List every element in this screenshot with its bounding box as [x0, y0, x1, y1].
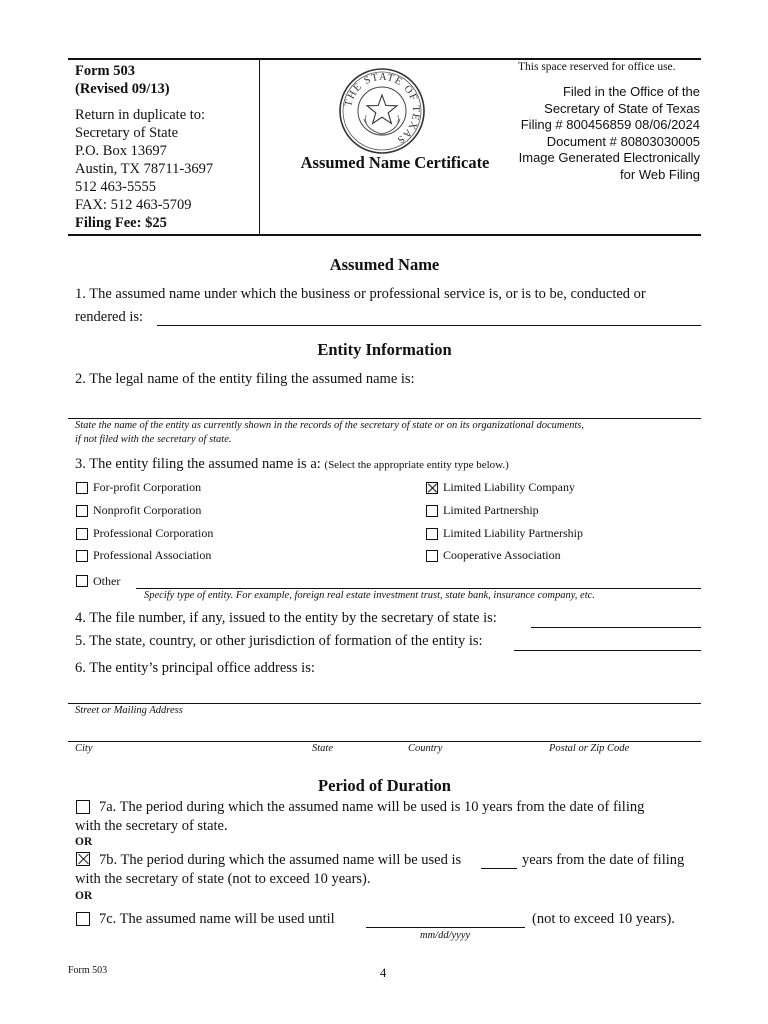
form-info-block	[75, 62, 255, 232]
assumed-name-field[interactable]	[157, 325, 701, 326]
checkbox-professional-association[interactable]	[76, 550, 88, 562]
label-nonprofit-corporation: Nonprofit Corporation	[93, 503, 202, 517]
return-line: Return in duplicate to:	[75, 107, 206, 123]
filing-stamp-line: Image Generated Electronically	[518, 150, 700, 165]
form-number: Form 503	[75, 63, 135, 79]
filing-fee: Filing Fee: $25	[75, 215, 167, 231]
return-line: P.O. Box 13697	[75, 143, 167, 159]
header-divider	[259, 58, 260, 235]
q4-text: 4. The file number, if any, issued to the entity by the secretary of state is:	[75, 610, 497, 626]
header-top-rule	[68, 58, 701, 60]
checkbox-7b[interactable]	[76, 852, 90, 866]
checkbox-7c[interactable]	[76, 912, 90, 926]
return-line: Secretary of State	[75, 125, 179, 141]
q7b-text: 7b. The period during which the assumed name will be used is	[99, 852, 462, 868]
q3-label: 3. The entity filing the assumed name is a:	[75, 456, 321, 472]
years-field[interactable]	[481, 868, 517, 869]
street-address-field[interactable]	[68, 703, 701, 704]
filing-stamp-line: Filed in the Office of the	[562, 84, 700, 99]
checkbox-cooperative-association[interactable]	[426, 550, 438, 562]
q6-text: 6. The entity’s principal office address is:	[75, 660, 315, 676]
checkbox-nonprofit-corporation[interactable]	[76, 505, 88, 517]
postal-code-label: Postal or Zip Code	[549, 743, 630, 754]
q7c-text: 7c. The assumed name will be used until	[99, 911, 335, 927]
form-revised: (Revised 09/13)	[75, 81, 170, 97]
q3-text	[75, 456, 509, 473]
return-line: Austin, TX 78711-3697	[75, 161, 214, 177]
checkbox-7a[interactable]	[76, 800, 90, 814]
footer-form-label: Form 503	[68, 965, 108, 976]
checkbox-other[interactable]	[76, 575, 88, 587]
country-label: Country	[408, 743, 443, 754]
return-line: 512 463-5555	[75, 179, 156, 195]
filing-stamp	[500, 84, 700, 183]
texas-seal-icon	[338, 67, 426, 155]
entity-info-heading: Entity Information	[317, 340, 452, 359]
return-line: FAX: 512 463-5709	[75, 197, 192, 213]
q7b-text-cont: with the secretary of state (not to exceed 10 years).	[75, 871, 371, 887]
header-bottom-rule	[68, 234, 701, 236]
q1-text: 1. The assumed name under which the business or professional service is, or is to be, conducted or	[75, 286, 646, 302]
other-entity-note: Specify type of entity. For example, foreign real estate investment trust, state bank, insurance company, etc.	[144, 590, 595, 601]
q7b-text-end: years from the date of filing	[522, 852, 685, 868]
checkbox-limited-liability-company[interactable]	[426, 482, 438, 494]
q7a-text: 7a. The period during which the assumed name will be used is 10 years from the date of filing	[99, 799, 645, 815]
checkbox-professional-corporation[interactable]	[76, 528, 88, 540]
city-state-zip-field[interactable]	[68, 741, 701, 742]
q7c-text-end: (not to exceed 10 years).	[532, 911, 675, 927]
q5-text: 5. The state, country, or other jurisdiction of formation of the entity is:	[75, 633, 483, 649]
date-format-label: mm/dd/yyyy	[420, 930, 471, 941]
checkbox-for-profit-corporation[interactable]	[76, 482, 88, 494]
or-label-1: OR	[75, 836, 93, 848]
checkbox-limited-partnership[interactable]	[426, 505, 438, 517]
label-limited-liability-company: Limited Liability Company	[443, 480, 575, 494]
end-date-field[interactable]	[366, 927, 525, 928]
duration-heading: Period of Duration	[318, 776, 451, 795]
other-entity-type-field[interactable]	[136, 588, 701, 589]
filing-stamp-line: Filing # 800456859 08/06/2024	[520, 117, 700, 132]
seal-text: THE STATE OF TEXAS	[343, 71, 422, 146]
legal-name-note-cont: if not filed with the secretary of state.	[75, 434, 232, 445]
certificate-title: Assumed Name Certificate	[300, 153, 490, 172]
filing-stamp-line: for Web Filing	[620, 166, 700, 182]
city-label: City	[75, 743, 93, 754]
q3-note: (Select the appropriate entity type below.)	[324, 459, 509, 471]
page-number: 4	[380, 966, 387, 980]
label-professional-association: Professional Association	[93, 548, 212, 562]
label-cooperative-association: Cooperative Association	[443, 548, 561, 562]
legal-name-field[interactable]	[68, 418, 701, 419]
office-use-note: This space reserved for office use.	[518, 61, 676, 73]
or-label-2: OR	[75, 890, 93, 902]
label-other: Other	[93, 574, 121, 588]
label-for-profit-corporation: For-profit Corporation	[93, 480, 202, 494]
label-limited-liability-partnership: Limited Liability Partnership	[443, 526, 583, 540]
assumed-name-heading: Assumed Name	[329, 255, 440, 274]
file-number-field[interactable]	[531, 627, 701, 628]
jurisdiction-field[interactable]	[514, 650, 701, 651]
q1-text-cont: rendered is:	[75, 309, 144, 325]
checkbox-limited-liability-partnership[interactable]	[426, 528, 438, 540]
q7a-text-cont: with the secretary of state.	[75, 818, 228, 834]
q2-text: 2. The legal name of the entity filing the assumed name is:	[75, 371, 415, 387]
filing-stamp-line: Document # 80803030005	[546, 133, 700, 149]
label-limited-partnership: Limited Partnership	[443, 503, 539, 517]
filing-stamp-line: Secretary of State of Texas	[544, 100, 700, 116]
label-professional-corporation: Professional Corporation	[93, 526, 214, 540]
street-address-label: Street or Mailing Address	[75, 705, 183, 716]
state-label: State	[312, 743, 333, 754]
legal-name-note: State the name of the entity as currently shown in the records of the secretary of state or on its organizational documents,	[75, 420, 584, 431]
